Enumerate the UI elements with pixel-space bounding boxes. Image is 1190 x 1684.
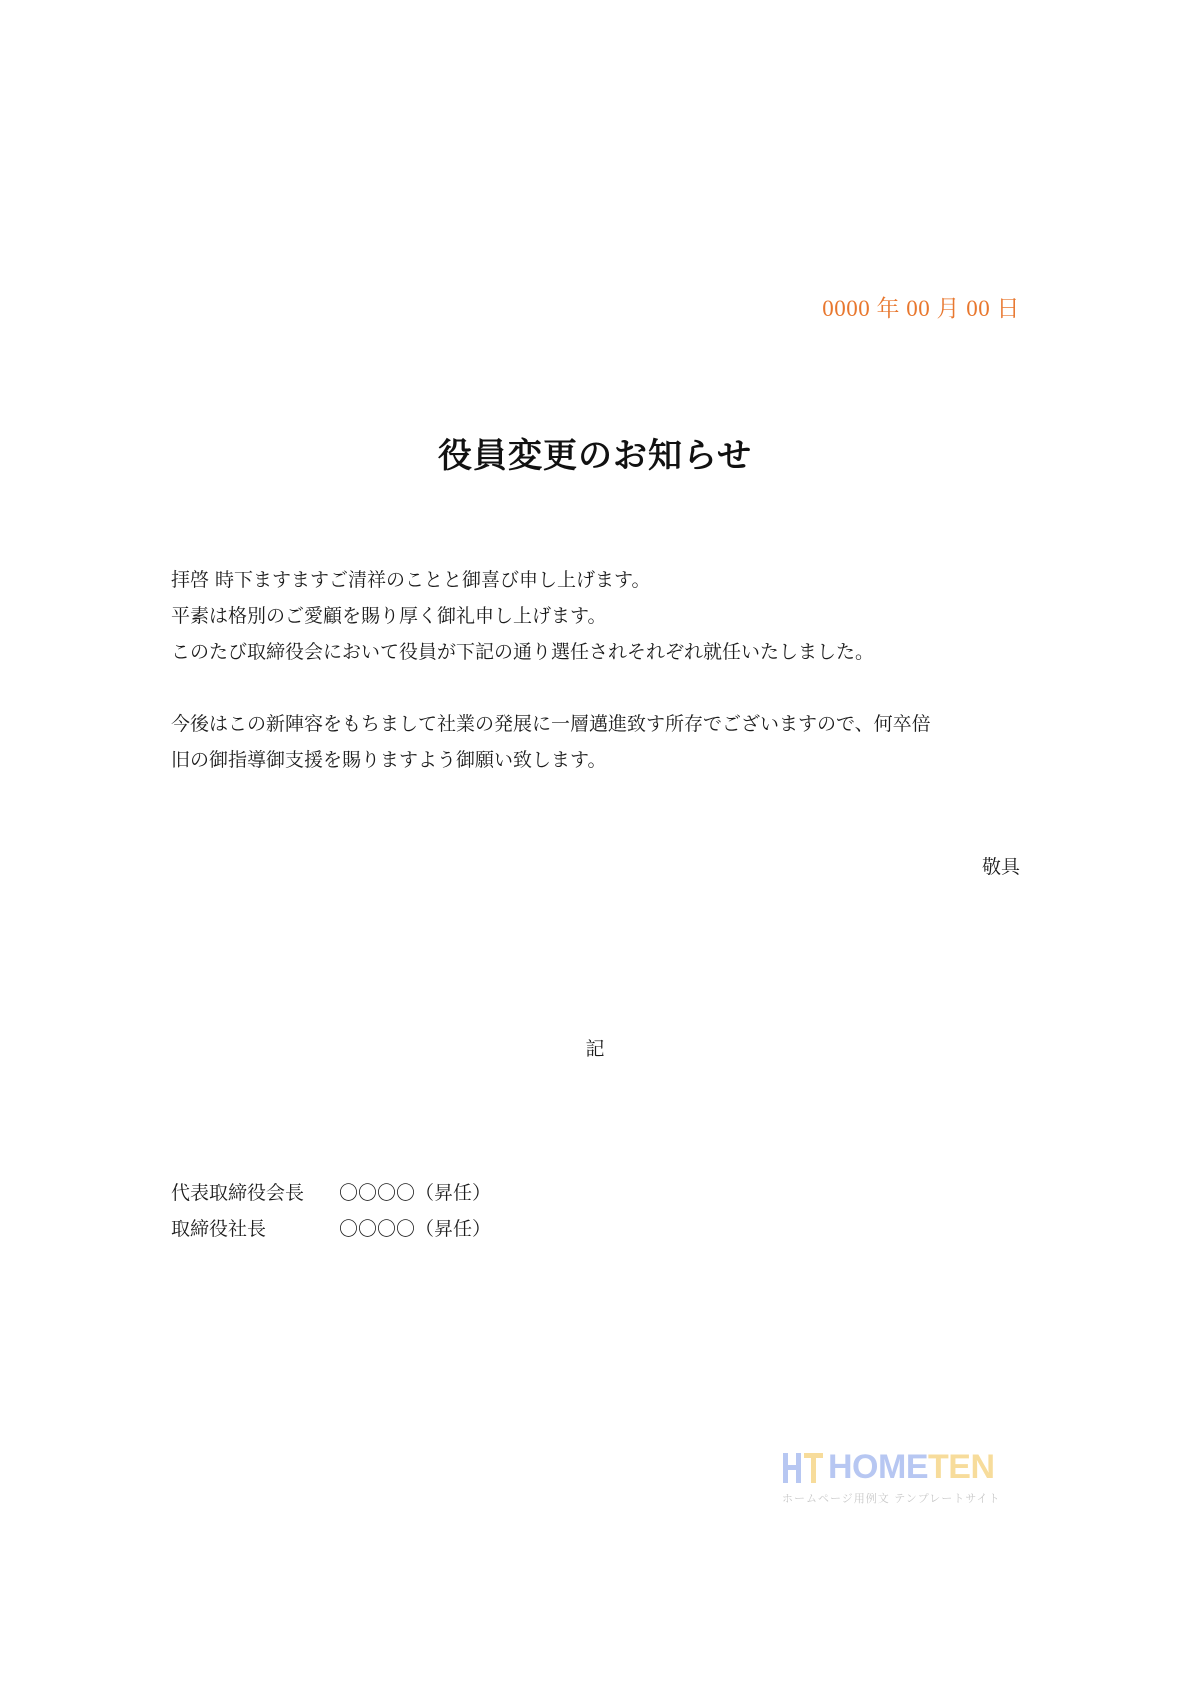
greeting-line: 拝啓 時下ますますご清祥のことと御喜び申し上げます。 [171,569,651,591]
hometen-logo [782,1448,1012,1504]
logo-wordmark-part1: HOME [828,1448,928,1486]
request-line-1: 今後はこの新陣容をもちまして社業の発展に一層邁進致す所存でございますので、何卒倍 [171,713,931,735]
officer-role: 代表取締役会長 [171,1182,305,1204]
officer-row [171,1175,491,1211]
logo-tagline: ホームページ用例文 テンプレートサイト [782,1492,1001,1505]
ki-heading: 記 [585,1038,605,1060]
paragraph-gap [171,670,1021,706]
officer-role: 取締役社長 [171,1218,267,1240]
officer-row [171,1211,491,1247]
closing-word: 敬具 [981,856,1020,878]
letter-body [171,562,1021,778]
logo-wordmark-part2: TEN [928,1448,995,1486]
request-line-2: 旧の御指導御支援を賜りますよう御願い致します。 [171,749,607,771]
officer-name: 〇〇〇〇（昇任） [339,1218,492,1240]
announcement-line: このたび取締役会において役員が下記の通り選任されそれぞれ就任いたしました。 [171,641,875,663]
page-title: 役員変更のお知らせ [438,436,752,476]
gratitude-line: 平素は格別のご愛顧を賜り厚く御礼申し上げます。 [171,605,607,627]
officer-name: 〇〇〇〇（昇任） [339,1182,492,1204]
logo-wordmark [828,1448,995,1486]
date: 0000 年 00 月 00 日 [822,296,1020,321]
officer-list [171,1175,491,1247]
hometen-logo-icon [782,1450,824,1484]
